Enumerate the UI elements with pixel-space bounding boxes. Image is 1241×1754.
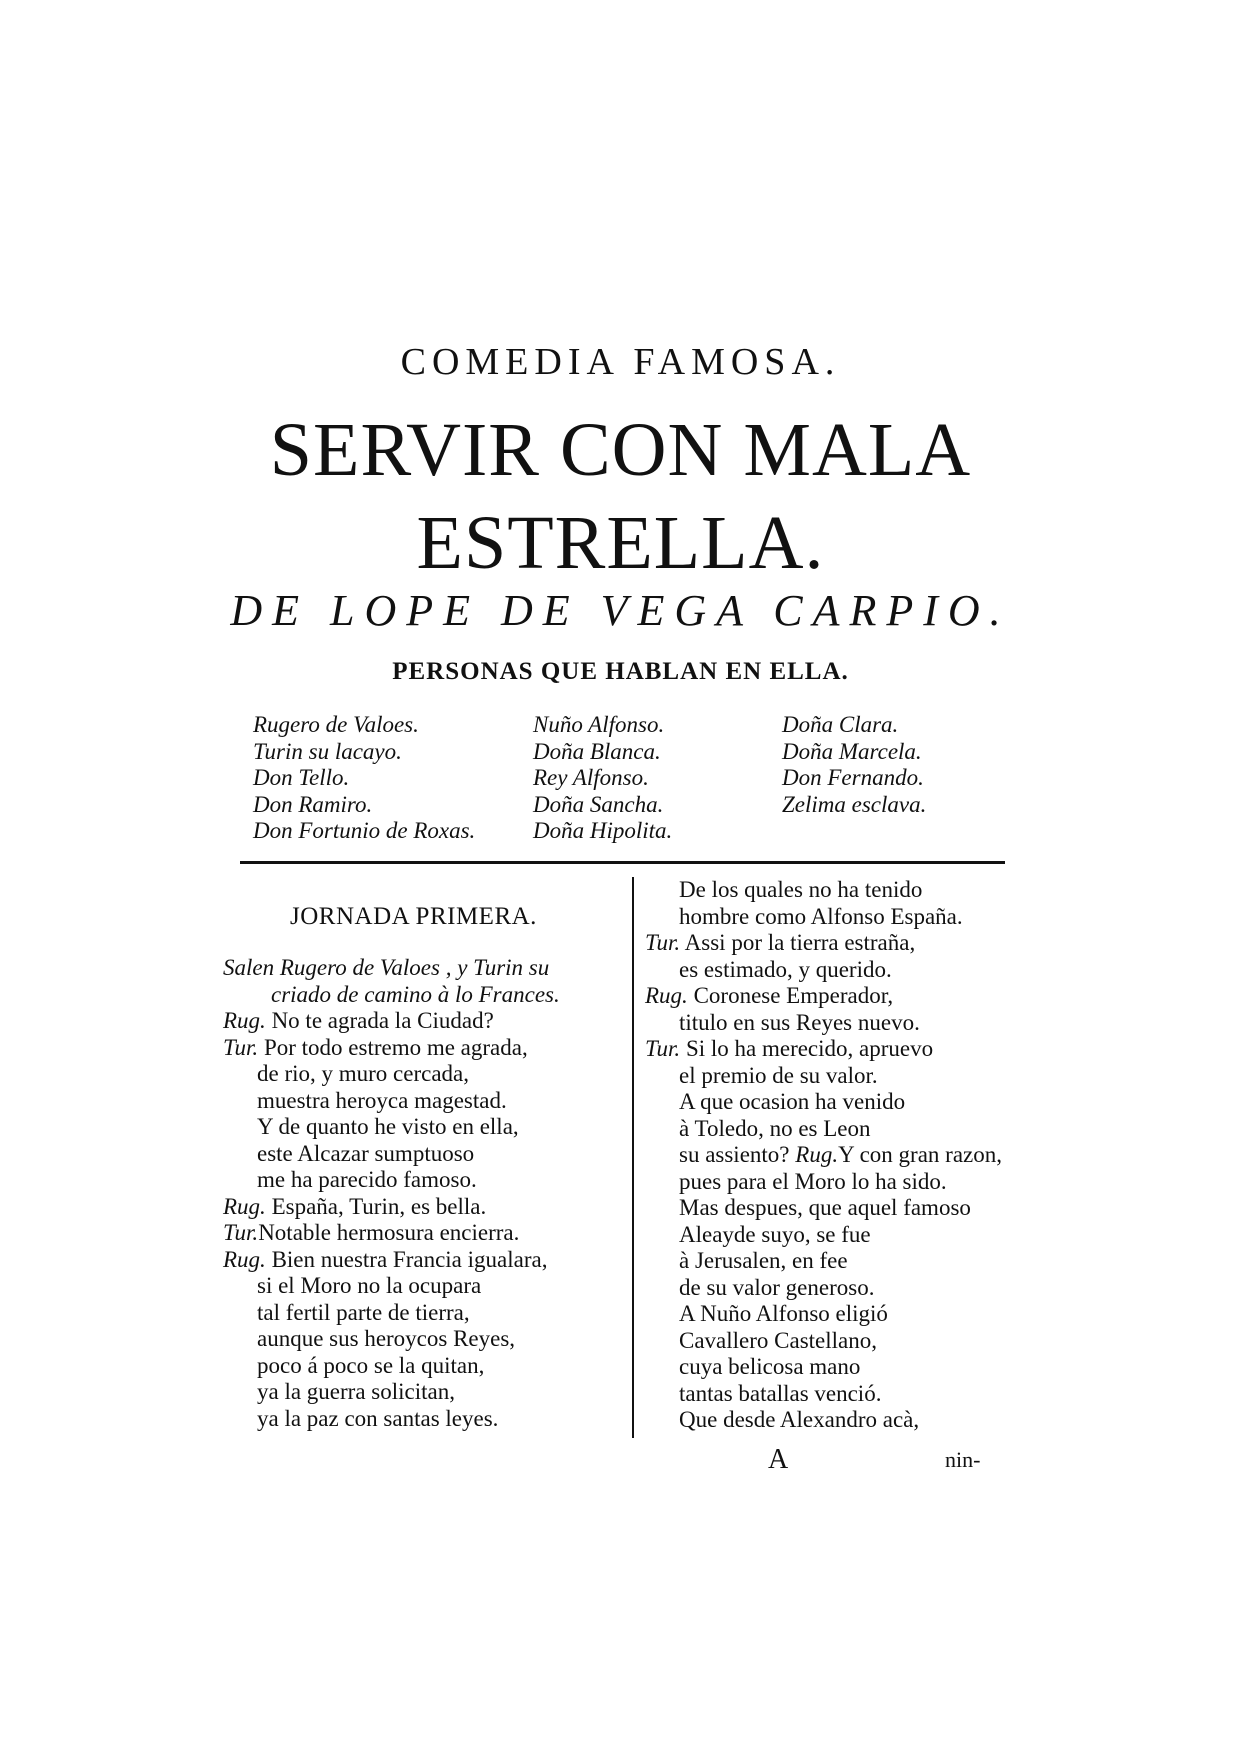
- verse-line: [223, 1406, 623, 1433]
- verse-line: [645, 877, 1045, 904]
- verse-line: [223, 1008, 623, 1035]
- verse-text: Aleayde suyo, se fue: [679, 1221, 871, 1247]
- verse-text: muestra heroyca magestad.: [257, 1087, 507, 1113]
- speaker-label: Tur.: [223, 1220, 259, 1245]
- author-line: DE LOPE DE VEGA CARPIO.: [230, 586, 1011, 635]
- cast-name: Doña Marcela.: [782, 738, 922, 764]
- speaker-label: Rug.: [645, 983, 688, 1008]
- verse-text: A que ocasion ha venido: [679, 1089, 906, 1114]
- verse-text: de su valor generoso.: [679, 1274, 875, 1300]
- verse-text: Y de quanto he visto en ella,: [257, 1114, 519, 1139]
- verse-text: Mas despues, que aquel famoso: [679, 1195, 971, 1220]
- verse-line: [223, 1353, 623, 1380]
- text-column-right: [645, 877, 1045, 1434]
- verse-line: [645, 1354, 1045, 1381]
- speaker-label: Tur.: [645, 1036, 681, 1061]
- verse-line: [645, 1407, 1045, 1434]
- cast-name: Doña Hipolita.: [533, 818, 673, 843]
- verse-text: su assiento?: [679, 1142, 796, 1167]
- verse-line: [223, 1379, 623, 1406]
- signature-mark: A: [768, 1444, 789, 1475]
- speaker-label: Rug.: [223, 1008, 266, 1033]
- verse-text: ya la guerra solicitan,: [257, 1379, 455, 1404]
- verse-line: [223, 1273, 623, 1300]
- verse-line: [645, 1169, 1045, 1196]
- verse-line: [645, 1328, 1045, 1355]
- verse-text: à Toledo, no es Leon: [679, 1115, 871, 1141]
- verse-text: el premio de su valor.: [679, 1062, 878, 1088]
- verse-line: [645, 1116, 1045, 1143]
- verse-text: España, Turin, es bella.: [265, 1193, 487, 1219]
- column-divider: [632, 877, 634, 1438]
- verse-lines-right: [645, 877, 1045, 1434]
- verse-line: [223, 1220, 623, 1247]
- cast-name: Doña Sancha.: [533, 791, 664, 817]
- verse-line: [645, 1010, 1045, 1037]
- cast-name: Don Ramiro.: [253, 791, 373, 817]
- verse-text: Cavallero Castellano,: [679, 1327, 877, 1353]
- verse-text: hombre como Alfonso España.: [679, 903, 963, 929]
- catchword: nin-: [945, 1447, 981, 1472]
- verse-line: [645, 1063, 1045, 1090]
- verse-text: Bien nuestra Francia igualara,: [265, 1246, 548, 1272]
- verse-text: Notable hermosura encierra.: [258, 1220, 520, 1245]
- verse-line: [645, 1142, 1045, 1169]
- verse-text: Y con gran razon,: [838, 1142, 1002, 1167]
- verse-line: [223, 1247, 623, 1274]
- speaker-label: Rug.: [223, 1246, 266, 1272]
- jornada-heading: JORNADA PRIMERA.: [290, 903, 537, 930]
- verse-text: si el Moro no la ocupara: [257, 1273, 482, 1298]
- verse-line: [645, 1195, 1045, 1222]
- verse-lines-left: [223, 1008, 623, 1432]
- verse-line: [645, 1248, 1045, 1275]
- verse-line: [645, 1036, 1045, 1063]
- verse-text: de rio, y muro cercada,: [257, 1061, 470, 1086]
- stage-direction: criado de camino à lo Frances.: [271, 981, 560, 1007]
- verse-line: [223, 1194, 623, 1221]
- cast-name: Nuño Alfonso.: [533, 712, 665, 737]
- verse-line: [645, 1222, 1045, 1249]
- verse-line: [645, 983, 1045, 1010]
- cast-name: Don Fernando.: [782, 765, 924, 790]
- verse-line: [223, 1061, 623, 1088]
- verse-line: [645, 1089, 1045, 1116]
- cast-column-2: [533, 712, 672, 845]
- verse-line: [645, 904, 1045, 931]
- verse-text: aunque sus heroycos Reyes,: [257, 1326, 516, 1351]
- cast-column-3: [782, 712, 926, 818]
- verse-line: [223, 1141, 623, 1168]
- speaker-label: Rug.: [795, 1142, 839, 1167]
- verse-text: este Alcazar sumptuoso: [257, 1140, 475, 1166]
- text-column-left: [223, 955, 623, 1432]
- verse-text: A Nuño Alfonso eligió: [679, 1301, 888, 1326]
- personas-heading: PERSONAS QUE HABLAN EN ELLA.: [392, 658, 849, 685]
- verse-line: [645, 1301, 1045, 1328]
- verse-text: à Jerusalen, en fee: [679, 1248, 848, 1273]
- verse-text: pues para el Moro lo ha sido.: [679, 1168, 947, 1194]
- verse-text: Coronese Emperador,: [687, 983, 894, 1008]
- verse-line: [223, 1167, 623, 1194]
- verse-text: Que desde Alexandro acà,: [679, 1407, 920, 1432]
- verse-line: [645, 957, 1045, 984]
- verse-text: ya la paz con santas leyes.: [257, 1405, 499, 1431]
- verse-text: Si lo ha merecido, apruevo: [680, 1036, 934, 1061]
- verse-line: [645, 930, 1045, 957]
- stage-direction: Salen Rugero de Valoes , y Turin su: [223, 955, 550, 980]
- verse-text: cuya belicosa mano: [679, 1354, 861, 1379]
- verse-line: [223, 1088, 623, 1115]
- cast-name: Rugero de Valoes.: [253, 712, 419, 737]
- speaker-label: Tur.: [645, 930, 681, 955]
- verse-text: Assi por la tierra estraña,: [680, 930, 916, 955]
- cast-name: Zelima esclava.: [782, 791, 927, 817]
- verse-text: Por todo estremo me agrada,: [258, 1034, 528, 1060]
- cast-name: Doña Blanca.: [533, 738, 661, 764]
- verse-line: [223, 1035, 623, 1062]
- cast-name: Turin su lacayo.: [253, 738, 402, 764]
- verse-text: titulo en sus Reyes nuevo.: [679, 1009, 920, 1035]
- verse-line: [223, 1326, 623, 1353]
- verse-text: tantas batallas venció.: [679, 1380, 882, 1406]
- speaker-label: Rug.: [223, 1193, 266, 1219]
- cast-name: Don Fortunio de Roxas.: [253, 818, 476, 843]
- verse-text: tal fertil parte de tierra,: [257, 1299, 470, 1325]
- verse-line: [645, 1381, 1045, 1408]
- verse-line: [223, 1114, 623, 1141]
- verse-text: es estimado, y querido.: [679, 956, 892, 982]
- verse-text: De los quales no ha tenido: [679, 877, 923, 902]
- cast-column-1: [253, 712, 475, 845]
- cast-name: Rey Alfonso.: [533, 765, 649, 790]
- verse-text: me ha parecido famoso.: [257, 1167, 477, 1192]
- verse-text: No te agrada la Ciudad?: [265, 1008, 494, 1033]
- verse-line: [223, 1300, 623, 1327]
- verse-text: poco á poco se la quitan,: [257, 1352, 485, 1378]
- horizontal-rule: [240, 861, 1005, 864]
- verse-line: [645, 1275, 1045, 1302]
- cast-name: Doña Clara.: [782, 712, 899, 737]
- title-line-2: ESTRELLA.: [416, 501, 825, 585]
- comedia-heading: COMEDIA FAMOSA.: [400, 341, 841, 383]
- cast-name: Don Tello.: [253, 765, 350, 790]
- title-line-1: SERVIR CON MALA: [269, 408, 972, 492]
- speaker-label: Tur.: [223, 1034, 259, 1060]
